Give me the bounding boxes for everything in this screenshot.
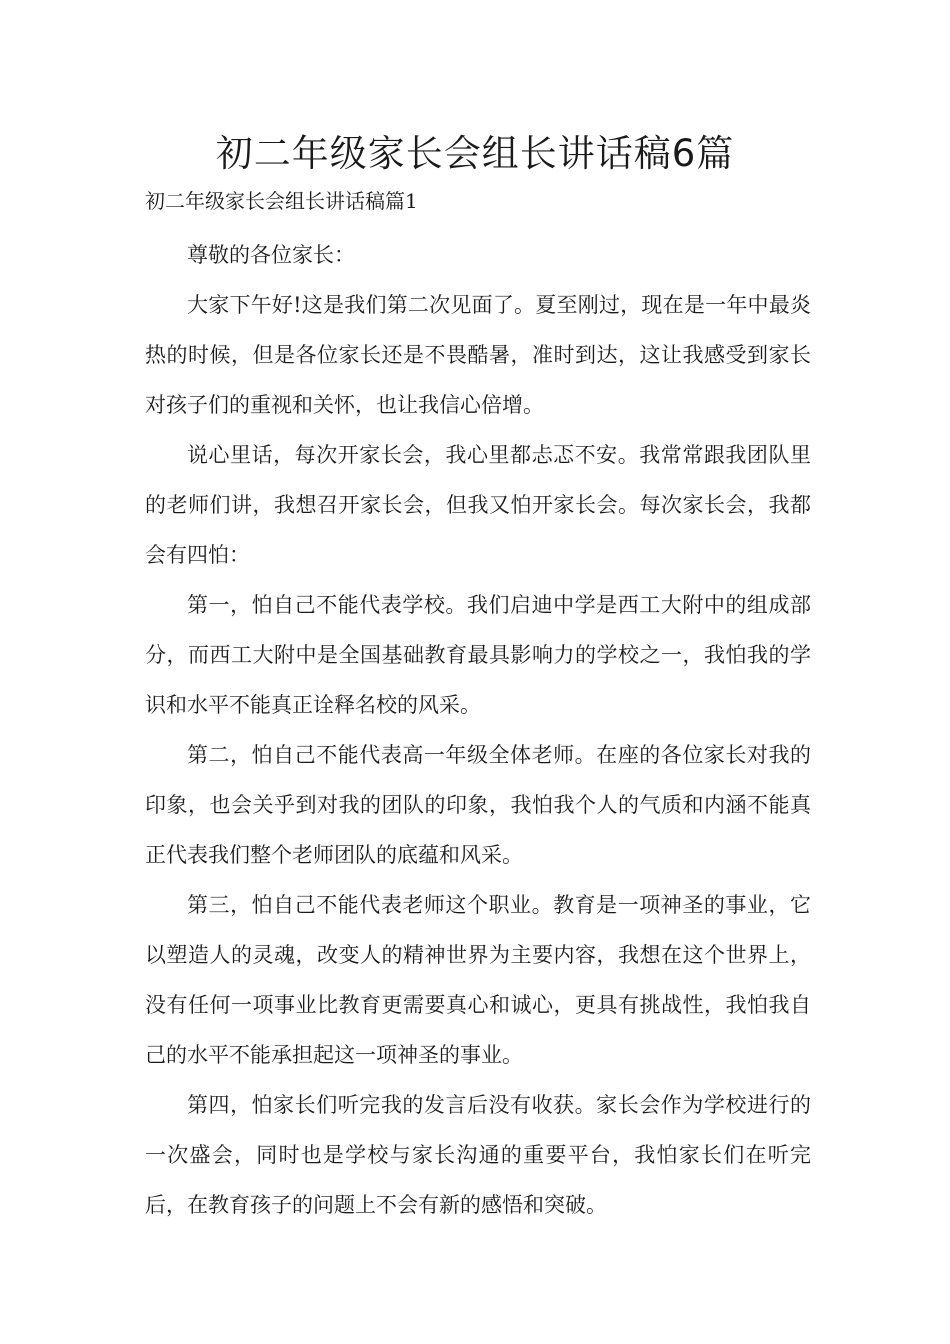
paragraph: 大家下午好!这是我们第二次见面了。夏至刚过，现在是一年中最炎热的时候，但是各位家长还是不畏酷暑，准时到达，这让我感受到家长对孩子们的重视和关怀，也让我信心倍增。 (145, 293, 811, 417)
paragraph: 说心里话，每次开家长会，我心里都忐忑不安。我常常跟我团队里的老师们讲，我想召开家长会，但我又怕开家长会。每次家长会，我都会有四怕： (145, 443, 811, 567)
paragraph: 第四，怕家长们听完我的发言后没有收获。家长会作为学校进行的一次盛会，同时也是学校与家长沟通的重要平台，我怕家长们在听完后，在教育孩子的问题上不会有新的感悟和突破。 (145, 1093, 811, 1217)
paragraph-greeting: 尊敬的各位家长： (187, 243, 355, 267)
section-heading: 初二年级家长会组长讲话稿篇1 (145, 189, 418, 213)
paragraph: 第一，怕自己不能代表学校。我们启迪中学是西工大附中的组成部分，而西工大附中是全国基础教育最具影响力的学校之一，我怕我的学识和水平不能真正诠释名校的风采。 (145, 593, 811, 717)
document-title: 初二年级家长会组长讲话稿6篇 (215, 132, 735, 175)
paragraph: 第二，怕自己不能代表高一年级全体老师。在座的各位家长对我的印象，也会关乎到对我的团队的印象，我怕我个人的气质和内涵不能真正代表我们整个老师团队的底蕴和风采。 (145, 743, 811, 867)
paragraph: 第三，怕自己不能代表老师这个职业。教育是一项神圣的事业，它以塑造人的灵魂，改变人的精神世界为主要内容，我想在这个世界上，没有任何一项事业比教育更需要真心和诚心，更具有挑战性，我怕我自己的水平不能承担起这一项神圣的事业。 (145, 893, 811, 1067)
document-body (145, 230, 811, 1230)
